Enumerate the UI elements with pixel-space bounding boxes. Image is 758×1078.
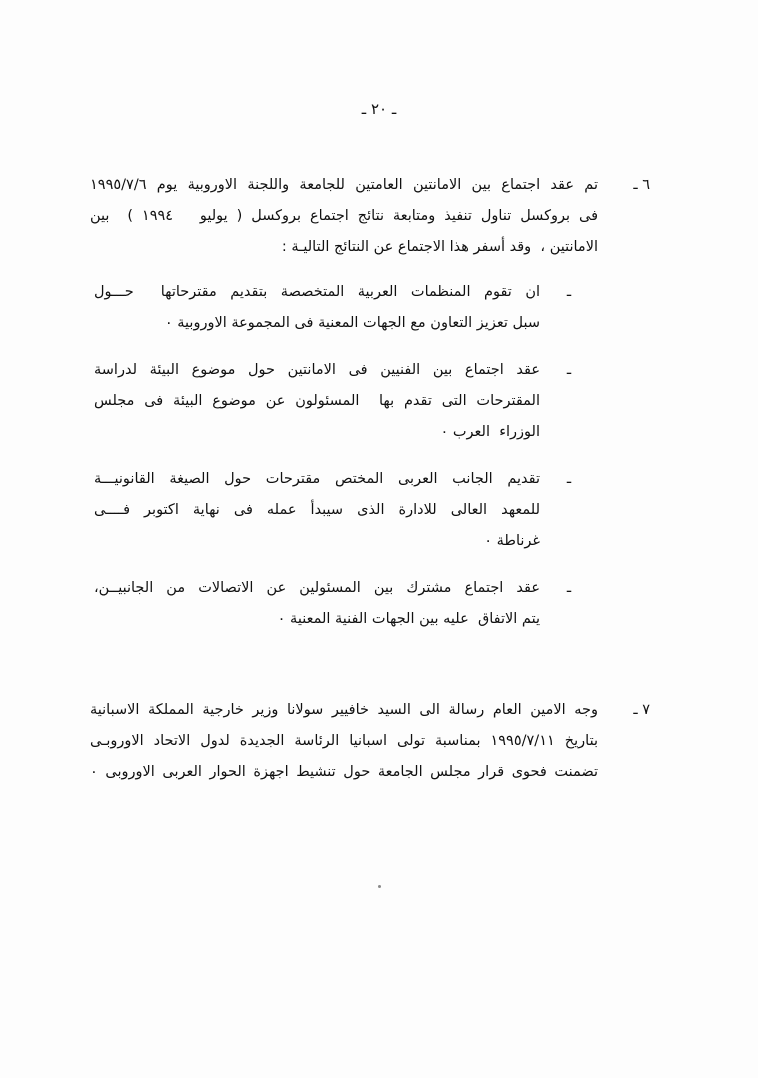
list-item-body (90, 277, 540, 339)
dash-marker: ـ (566, 284, 572, 300)
list-item (90, 355, 598, 448)
list-item (90, 464, 598, 557)
item-body (90, 695, 598, 788)
paragraph-line: بتاريخ ١٩٩٥/٧/١١ بمناسبة تولى اسبانيا الرئاسة الجديدة لدول الاتحاد الاوروبـى (90, 733, 598, 749)
list-item (90, 573, 598, 635)
paragraph-line: فى بروكسل تناول تنفيذ ومتابعة نتائج اجتماع بروكسل ( يوليو ١٩٩٤ ) بين (90, 208, 598, 224)
section-gap (90, 669, 650, 695)
item-body (90, 170, 598, 651)
paragraph-line: عقد اجتماع بين الفنيين فى الامانتين حول موضوع البيئة لدراسة (94, 362, 540, 378)
list-item-body (90, 464, 540, 557)
paragraph-line: تضمنت فحوى قرار مجلس الجامعة حول تنشيط اجهزة الحوار العربى الاوروبى ٠ (90, 764, 598, 780)
page-speck (378, 885, 381, 888)
dash-marker: ـ (566, 580, 572, 596)
paragraph-line: غرناطة ٠ (484, 533, 540, 549)
dash-marker: ـ (566, 471, 572, 487)
paragraph-line: الوزراء العرب ٠ (440, 424, 540, 440)
paragraph-line: المقترحات التى تقدم بها المسئولون عن موضوع البيئة فى مجلس (94, 393, 540, 409)
dash-marker: ـ (566, 362, 572, 378)
item-marker: ٧ ـ (633, 702, 650, 718)
document-body (90, 170, 650, 806)
sub-item-list (90, 277, 598, 635)
paragraph-line: يتم الاتفاق عليه بين الجهات الفنية المعنية ٠ (277, 611, 540, 627)
list-item (90, 277, 598, 339)
numbered-item (90, 695, 650, 788)
list-item-body (90, 355, 540, 448)
item-marker: ٦ ـ (633, 177, 650, 193)
paragraph-line: تم عقد اجتماع بين الامانتين العامتين للجامعة واللجنة الاوروبية يوم ١٩٩٥/٧/٦ (90, 177, 598, 193)
paragraph-line: للمعهد العالى للادارة الذى سيبدأ عمله فى نهاية اكتوبر فــــى (94, 502, 540, 518)
paragraph-line: تقديم الجانب العربى المختص مقترحات حول الصيغة القانونيـــة (94, 471, 540, 487)
list-item-body (90, 573, 540, 635)
paragraph-line: الامانتين ، وقد أسفر هذا الاجتماع عن النتائج التاليـة : (281, 239, 598, 255)
paragraph-line: عقد اجتماع مشترك بين المسئولين عن الاتصالات من الجانبيــن، (94, 580, 540, 596)
page-number: ـ ٢٠ ـ (361, 100, 397, 118)
paragraph-line: وجه الامين العام رسالة الى السيد خافيير سولانا وزير خارجية المملكة الاسبانية (90, 702, 598, 718)
paragraph-line: ان تقوم المنظمات العربية المتخصصة بتقديم مقترحاتها حـــول (94, 284, 540, 300)
numbered-item (90, 170, 650, 651)
paragraph-line: سبل تعزيز التعاون مع الجهات المعنية فى المجموعة الاوروبية ٠ (164, 315, 540, 331)
